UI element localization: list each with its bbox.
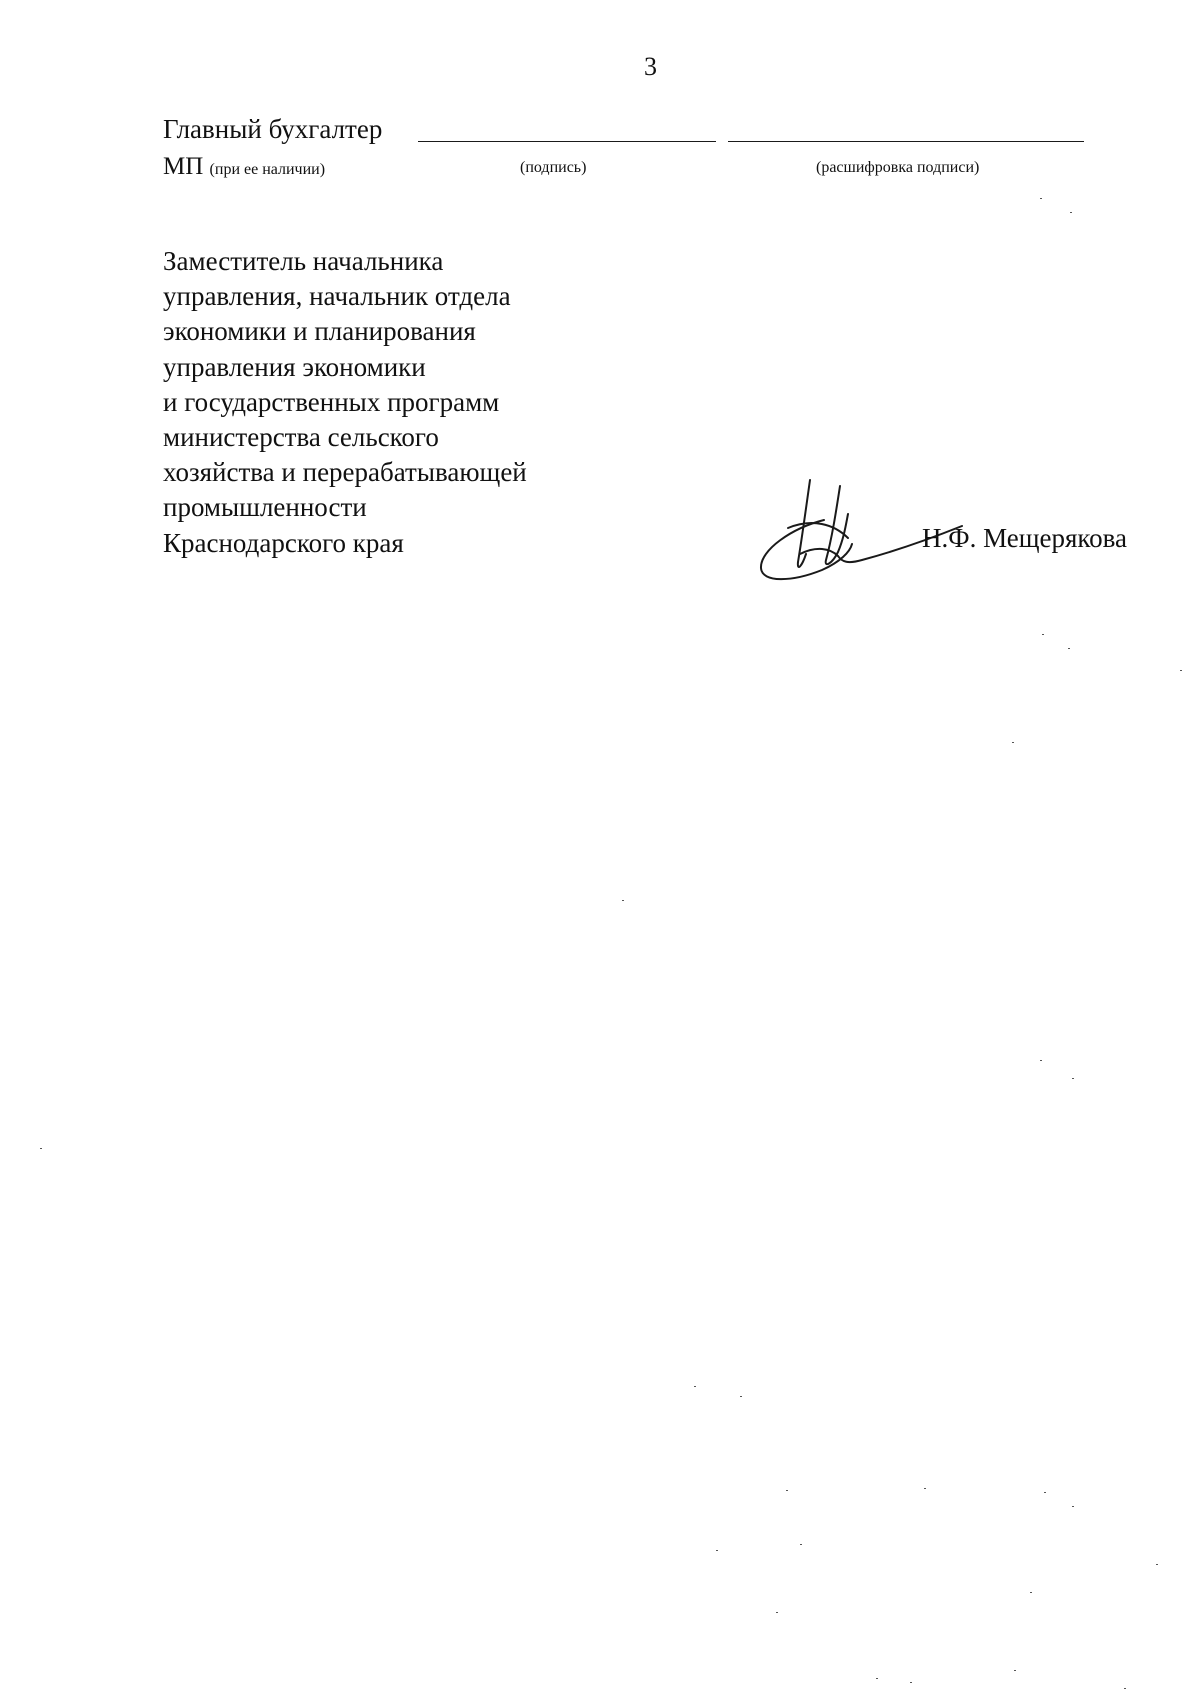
deputy-title-line: и государственных программ xyxy=(163,386,500,417)
scan-speck xyxy=(716,1550,718,1551)
deputy-title-line: министерства сельского xyxy=(163,422,439,453)
scan-speck xyxy=(1044,1492,1046,1493)
chief-accountant-label: Главный бухгалтер xyxy=(163,114,383,144)
scan-speck xyxy=(1070,212,1072,213)
scan-speck xyxy=(786,1490,788,1491)
signature-line xyxy=(418,141,716,142)
scan-speck xyxy=(1156,1564,1158,1565)
scan-speck xyxy=(622,900,624,901)
deputy-title-line: экономики и планирования xyxy=(163,316,476,347)
scan-speck xyxy=(1042,634,1044,635)
scan-speck xyxy=(1072,1078,1074,1079)
scan-speck xyxy=(1068,648,1070,649)
signature-caption: (подпись) xyxy=(520,159,587,176)
page-number: 3 xyxy=(644,52,657,81)
scan-speck xyxy=(1014,1670,1016,1671)
signer-name: Н.Ф. Мещерякова xyxy=(922,523,1128,553)
deputy-title-line: Заместитель начальника xyxy=(163,246,444,276)
scan-speck xyxy=(1072,1506,1074,1507)
scan-speck xyxy=(776,1612,778,1613)
scan-speck xyxy=(1012,742,1014,743)
scan-speck xyxy=(1030,1592,1032,1593)
scan-speck xyxy=(1124,1688,1126,1689)
deputy-title-line: управления экономики xyxy=(163,351,426,382)
scan-speck xyxy=(740,1396,742,1397)
deputy-title-line: хозяйства и перерабатывающей xyxy=(163,457,527,488)
mp-label: МП xyxy=(163,153,204,180)
scan-speck xyxy=(1040,1060,1042,1061)
signature-decode-line xyxy=(728,141,1084,142)
scan-speck xyxy=(1180,670,1182,671)
scan-speck xyxy=(924,1488,926,1489)
scan-speck xyxy=(40,1148,42,1149)
deputy-title-line: промышленности xyxy=(163,492,367,523)
scan-speck xyxy=(1040,198,1042,199)
scan-speck xyxy=(800,1544,802,1545)
deputy-title-line: управления, начальник отдела xyxy=(163,281,511,312)
decode-caption: (расшифровка подписи) xyxy=(816,159,980,176)
scan-speck xyxy=(694,1386,696,1387)
deputy-title-line: Краснодарского края xyxy=(163,527,404,558)
scan-speck xyxy=(876,1678,878,1679)
mp-note: (при ее наличии) xyxy=(209,161,326,178)
scan-speck xyxy=(910,1682,912,1683)
deputy-title-block xyxy=(163,244,527,561)
stamp-place-label xyxy=(163,153,325,181)
